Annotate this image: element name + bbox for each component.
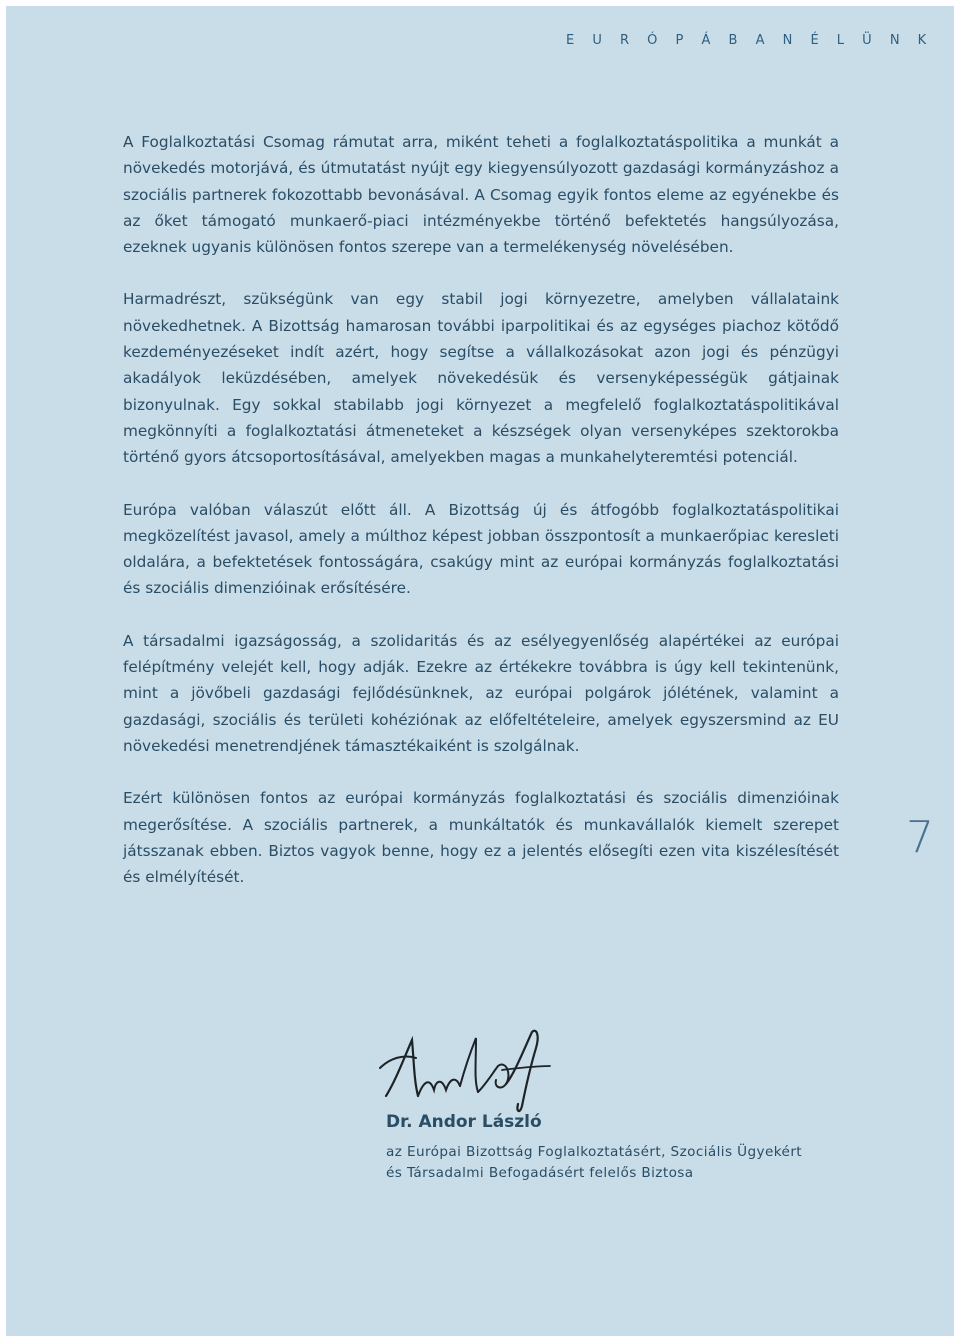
body-text [123, 129, 839, 916]
running-header: E U R Ó P Á B A N É L Ü N K [566, 33, 934, 48]
paragraph-employment-package: A Foglalkoztatási Csomag rámutat arra, miként teheti a foglalkoztatáspolitika a munkát a növekedés motorjává, és útmutatást nyújt egy kiegyensúlyozott gazdasági kormányzáshoz a szociális partnerek fokozottabb bevonásával. A Csomag egyik fontos eleme az egyénekbe és az őket támogató munkaerő-piaci intézményekbe történő befektetés hangsúlyozása, ezeknek ugyanis különösen fontos szerepe van a termelékenység növelésében. [123, 133, 839, 257]
signatory-title-line-2: és Társadalmi Befogadásért felelős Biztosa [386, 1165, 694, 1181]
signatory-title [386, 1142, 856, 1184]
paragraph-legal-environment: Harmadrészt, szükségünk van egy stabil jogi környezetre, amelyben vállalataink növekedhetnek. A Bizottság hamarosan további iparpolitikai és az egységes piachoz kötődő kezdeményezéseket indít azért, hogy segítse a vállalkozásokat azon jogi és pénzügyi akadályok leküzdésében, amelyek növekedésük és versenyképességük gátjainak bizonyulnak. Egy sokkal stabilabb jogi környezet a megfelelő foglalkoztatáspolitikával megkönnyíti a foglalkoztatási átmeneteket a készségek olyan versenyképes szektorokba történő gyors átcsoportosításával, amelyekben magas a munkahelyteremtési potenciál. [123, 290, 839, 467]
signatory-name: Dr. Andor László [386, 1112, 542, 1132]
handwritten-signature [376, 1024, 576, 1116]
paragraph-crossroads: Európa valóban válaszút előtt áll. A Bizottság új és átfogóbb foglalkoztatáspolitikai megközelítést javasol, amely a múlthoz képest jobban összpontosít a munkaerőpiac keresleti oldalára, a befektetések fontosságára, csakúgy mint az európai kormányzás foglalkoztatási és szociális dimenzióinak erősítésére. [123, 500, 839, 598]
paragraph-social-justice: A társadalmi igazságosság, a szolidaritás és az esélyegyenlőség alapértékei az európai felépítmény velejét kell, hogy adják. Ezekre az értékekre továbbra is úgy kell tekintenünk, mint a jövőbeli gazdasági fejlődésünknek, az európai polgárok jólétének, valamint a gazdasági, szociális és területi kohéziónak az előfeltételeire, amelyek egyszersmind az EU növekedési menetrendjének támasztékaiként is szolgálnak. [123, 631, 839, 755]
paragraph-conclusion: Ezért különösen fontos az európai kormányzás foglalkoztatási és szociális dimenzióinak megerősítése. A szociális partnerek, a munkáltatók és munkavállalók kiemelt szerepet játsszanak ebben. Biztos vagyok benne, hogy ez a jelentés elősegíti ezen vita kiszélesítését és elmélyítését. [123, 789, 839, 887]
document-page [6, 6, 954, 1336]
signatory-title-line-1: az Európai Bizottság Foglalkoztatásért, Szociális Ügyekért [386, 1144, 803, 1160]
page-number: 7 [906, 812, 934, 863]
